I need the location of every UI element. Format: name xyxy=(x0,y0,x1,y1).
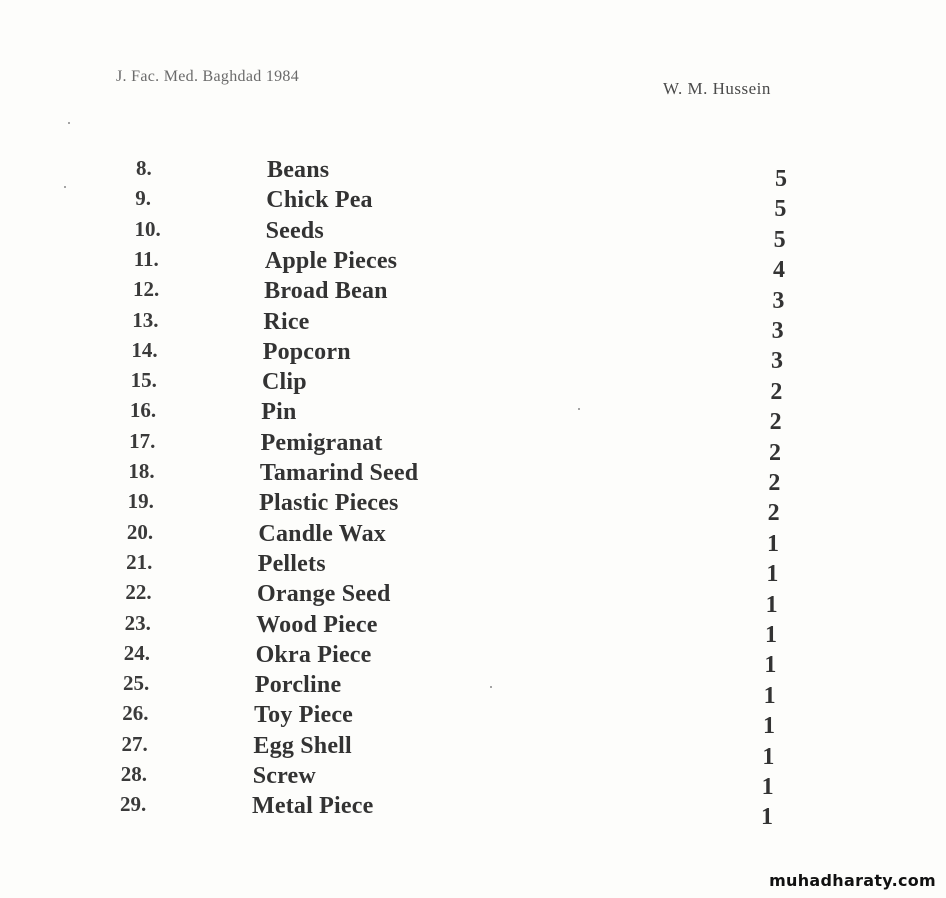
row-item-name: Metal Piece xyxy=(252,793,374,820)
paper-speck xyxy=(68,122,70,124)
row-number: 22. xyxy=(125,580,152,605)
row-number: 12. xyxy=(132,277,160,302)
row-count: 4 xyxy=(773,257,785,284)
row-item-name: Pin xyxy=(261,399,297,426)
row-number: 15. xyxy=(130,368,157,393)
author-name: W. M. Hussein xyxy=(663,79,771,98)
row-number: 8. xyxy=(136,156,152,180)
row-count: 1 xyxy=(762,743,775,770)
row-count: 1 xyxy=(763,682,776,709)
row-count: 1 xyxy=(765,622,777,648)
row-number: 25. xyxy=(123,671,150,696)
row-count: 5 xyxy=(775,166,787,192)
row-count: 1 xyxy=(767,530,779,557)
row-count: 1 xyxy=(761,774,774,800)
row-number: 24. xyxy=(123,640,151,665)
row-item-name: Toy Piece xyxy=(254,702,354,729)
paper-speck xyxy=(64,186,66,188)
row-number: 27. xyxy=(121,731,148,756)
row-number: 18. xyxy=(128,459,155,483)
row-count: 5 xyxy=(773,226,786,253)
row-item-name: Pemigranat xyxy=(260,429,383,456)
row-count: 1 xyxy=(763,713,775,740)
paper-speck xyxy=(578,408,580,410)
row-count: 5 xyxy=(774,196,787,223)
row-item-name: Chick Pea xyxy=(266,187,373,214)
row-item-name: Candle Wax xyxy=(258,520,387,547)
row-count: 2 xyxy=(767,500,780,527)
journal-citation: J. Fac. Med. Baghdad 1984 xyxy=(116,68,300,85)
row-count: 2 xyxy=(768,470,781,496)
row-item-name: Pellets xyxy=(257,550,326,577)
row-number: 9. xyxy=(135,186,151,211)
row-count: 1 xyxy=(764,652,777,679)
row-number: 17. xyxy=(129,428,156,453)
row-item-name: Porcline xyxy=(254,672,342,699)
row-number: 16. xyxy=(129,398,157,423)
site-watermark: muhadharaty.com xyxy=(769,871,936,890)
row-item-name: Broad Bean xyxy=(264,278,388,305)
row-item-name: Egg Shell xyxy=(253,732,352,759)
row-item-name: Screw xyxy=(252,763,316,789)
row-number: 13. xyxy=(132,307,159,332)
row-number: 26. xyxy=(122,701,149,726)
row-number: 21. xyxy=(126,549,153,574)
row-count: 3 xyxy=(772,287,785,314)
row-number: 28. xyxy=(120,762,147,786)
row-item-name: Rice xyxy=(263,308,310,335)
paper-speck xyxy=(490,686,492,688)
row-item-name: Popcorn xyxy=(262,338,351,365)
row-item-name: Seeds xyxy=(265,217,324,244)
row-number: 11. xyxy=(133,246,159,271)
row-count: 2 xyxy=(769,439,781,466)
row-count: 1 xyxy=(766,561,779,588)
row-item-name: Beans xyxy=(267,157,330,183)
row-count: 1 xyxy=(761,804,773,831)
row-count: 3 xyxy=(771,348,783,375)
row-number: 29. xyxy=(120,792,147,817)
row-item-name: Plastic Pieces xyxy=(259,490,399,517)
row-count: 3 xyxy=(771,318,784,344)
row-number: 14. xyxy=(131,337,158,362)
row-item-name: Okra Piece xyxy=(255,641,372,668)
row-item-name: Apple Pieces xyxy=(264,247,398,274)
row-count: 1 xyxy=(765,591,778,618)
row-number: 10. xyxy=(134,216,161,241)
row-count: 2 xyxy=(769,409,782,436)
row-item-name: Tamarind Seed xyxy=(259,460,419,486)
row-number: 23. xyxy=(124,610,151,635)
row-item-name: Clip xyxy=(262,369,307,396)
row-item-name: Wood Piece xyxy=(256,611,378,638)
row-item-name: Orange Seed xyxy=(257,581,391,608)
row-count: 2 xyxy=(770,378,783,405)
row-number: 19. xyxy=(127,489,154,514)
row-number: 20. xyxy=(126,519,154,544)
